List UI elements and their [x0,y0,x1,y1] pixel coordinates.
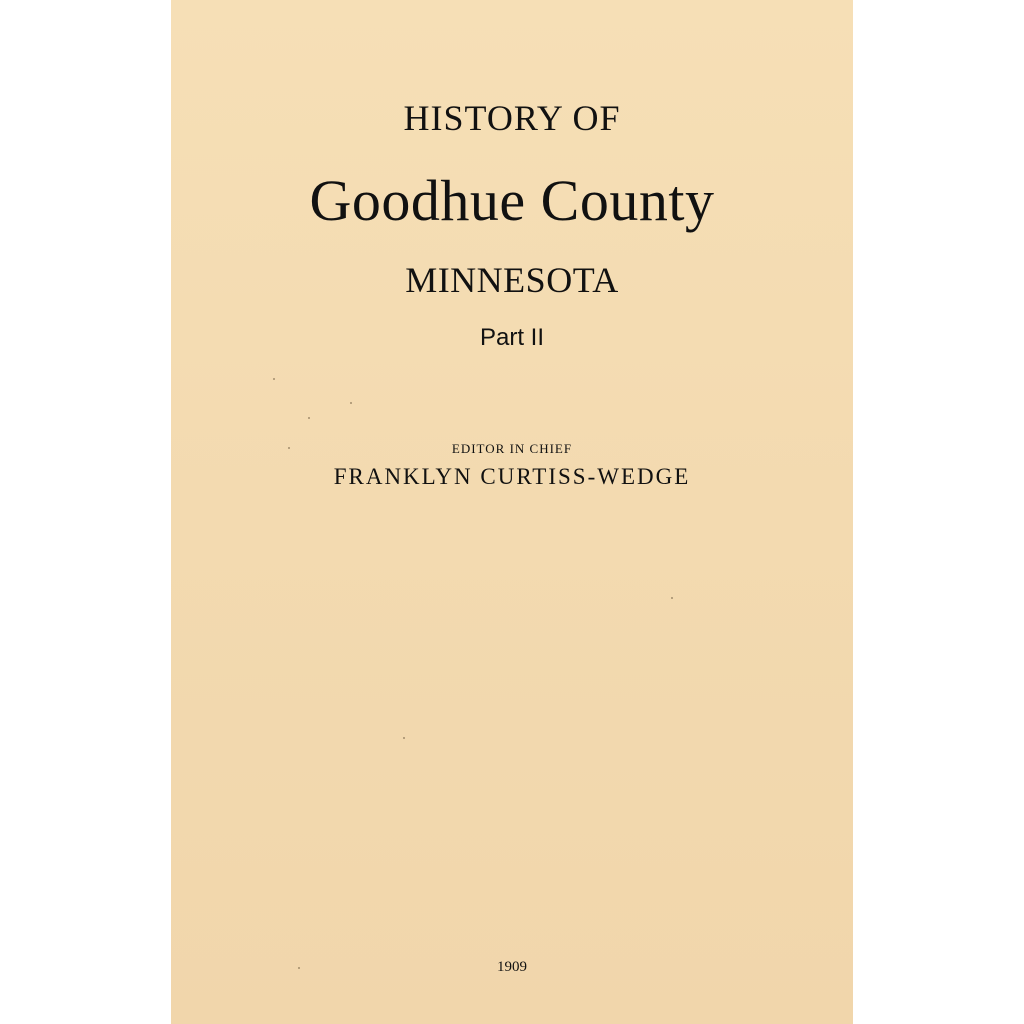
book-title-state: MINNESOTA [405,260,619,300]
volume-part: Part II [479,324,545,351]
publication-year: 1909 [497,959,527,975]
book-title-county: Goodhue County [309,168,715,233]
paper-speck [288,447,290,449]
paper-speck [273,378,275,380]
book-title-prefix: HISTORY OF [403,98,621,138]
paper-speck [308,417,310,419]
title-page [171,0,853,1024]
editor-name: FRANKLYN CURTISS-WEDGE [333,464,691,489]
paper-speck [298,967,300,969]
paper-speck [671,597,673,599]
paper-speck [403,737,405,739]
paper-speck [350,402,352,404]
editor-label: EDITOR IN CHIEF [451,441,573,456]
